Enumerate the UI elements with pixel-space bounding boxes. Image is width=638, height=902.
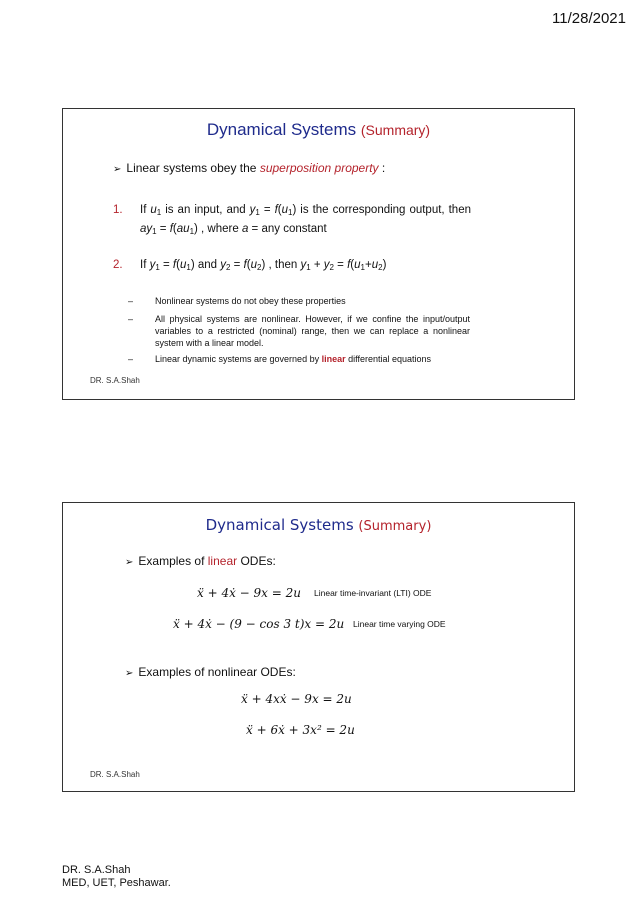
- slide-superposition: [62, 108, 575, 400]
- arrow-bullet-icon: ➢: [125, 557, 134, 568]
- property-item-1: [113, 202, 471, 238]
- slide-title-subtitle: (Summary): [360, 122, 431, 138]
- nonlinear-equation-2: ẍ + 6ẋ + 3x² = 2u: [246, 723, 355, 737]
- author-name: DR. S.A.Shah: [62, 864, 131, 876]
- slide-footer: DR. S.A.Shah: [90, 376, 140, 385]
- slide-title: [63, 120, 574, 140]
- heading-prefix: Examples of: [138, 554, 205, 568]
- arrow-bullet-icon: ➢: [125, 668, 134, 679]
- ltv-label: Linear time varying ODE: [353, 619, 446, 629]
- bullet-suffix: :: [378, 161, 386, 175]
- author-block: [62, 864, 171, 890]
- item-number: 2.: [113, 259, 123, 271]
- nonlinear-equation-1: ẍ + 4xẋ − 9x = 2u: [241, 692, 352, 706]
- dash-marker: –: [128, 314, 134, 324]
- nonlinear-examples-heading: [125, 665, 296, 679]
- lti-equation: ẍ + 4ẋ − 9x = 2u: [197, 586, 301, 600]
- property-item-2: [113, 257, 471, 275]
- note-item: [128, 295, 470, 307]
- bullet-highlight: superposition property: [259, 161, 379, 175]
- note-text: Nonlinear systems do not obey these properties: [155, 296, 346, 306]
- item-number: 1.: [113, 204, 123, 216]
- note-suffix: differential equations: [345, 354, 432, 364]
- superposition-bullet: [113, 161, 385, 175]
- note-highlight: linear: [321, 354, 346, 364]
- heading-suffix: ODEs:: [237, 554, 276, 568]
- linear-examples-heading: [125, 554, 276, 568]
- slide-title: [63, 516, 574, 534]
- dash-marker: –: [128, 296, 134, 306]
- note-text: [155, 353, 470, 365]
- author-affiliation: MED, UET, Peshawar.: [62, 877, 171, 889]
- slide-title-subtitle: (Summary): [358, 519, 432, 534]
- note-item: [128, 313, 470, 349]
- item-text: If $u_1$ is an input, and $y_1 = f(u_1)$ is the corresponding output, then $ay_1 = f(au_1)$ , where a = any constant: [140, 204, 471, 236]
- heading-text: Examples of nonlinear ODEs:: [138, 665, 296, 679]
- page-date: 11/28/2021: [552, 10, 626, 27]
- item-text: If $y_1 = f(u_1)$ and $y_2 = f(u_2)$ , then $y_1 + y_2 = f(u_1+u_2)$: [140, 259, 387, 272]
- slide-ode-examples: [62, 502, 575, 792]
- slide-title-main: Dynamical Systems: [206, 120, 357, 139]
- ltv-equation: ẍ + 4ẋ − (9 − cos 3 t)x = 2u: [173, 617, 345, 631]
- slide-footer: DR. S.A.Shah: [90, 770, 140, 779]
- dash-marker: –: [128, 354, 134, 364]
- note-text: All physical systems are nonlinear. However, if we confine the input/output variables to a restricted (nominal) range, then we can replace a nonlinear system with a linear model.: [155, 314, 470, 348]
- bullet-prefix: Linear systems obey the: [126, 161, 257, 175]
- heading-highlight: linear: [207, 554, 238, 568]
- note-prefix: Linear dynamic systems are governed by: [155, 354, 320, 364]
- arrow-bullet-icon: ➢: [113, 164, 122, 175]
- slide-title-main: Dynamical Systems: [205, 516, 354, 534]
- note-item: [128, 353, 470, 365]
- lti-label: Linear time-invariant (LTI) ODE: [314, 588, 432, 598]
